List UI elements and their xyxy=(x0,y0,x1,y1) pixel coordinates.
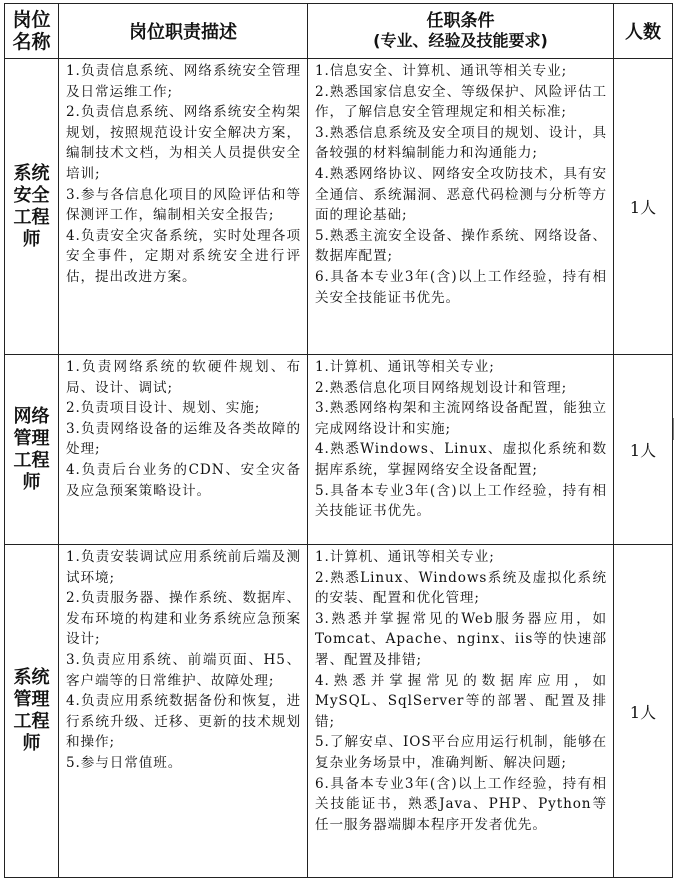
edge-mark xyxy=(673,418,674,440)
list-item: 4.负责应用系统数据备份和恢复，进行系统升级、迁移、更新的技术规划和操作; xyxy=(66,693,301,751)
list-item: 6.具备本专业3年(含)以上工作经验，持有相关安全技能证书优先。 xyxy=(315,268,607,306)
list-item: 3.参与各信息化项目的风险评估和等保测评工作，编制相关安全报告; xyxy=(66,186,301,224)
role-count: 1人 xyxy=(614,59,673,355)
header-duties: 岗位职责描述 xyxy=(59,4,308,59)
role-requirements xyxy=(308,59,614,355)
list-item: 1.信息安全、计算机、通讯等相关专业; xyxy=(315,63,568,79)
role-duties xyxy=(59,545,308,878)
list-item: 1.负责信息系统、网络系统安全管理及日常运维工作; xyxy=(66,63,301,100)
list-item: 5.熟悉主流安全设备、操作系统、网络设备、数据库配置; xyxy=(315,227,607,265)
list-item: 4.熟悉Windows、Linux、虚拟化系统和数据库系统，掌握网络安全设备配置; xyxy=(315,441,607,478)
list-item: 3.负责应用系统、前端页面、H5、客户端等的日常维护、故障处理; xyxy=(66,651,301,689)
header-requirements: 任职条件 (专业、经验及技能要求) xyxy=(308,4,614,59)
list-item: 1.计算机、通讯等相关专业; xyxy=(315,359,495,375)
table-row xyxy=(5,545,673,878)
list-item: 5.参与日常值班。 xyxy=(66,754,183,771)
list-item: 1.负责网络系统的软硬件规划、布局、设计、调试; xyxy=(66,359,301,396)
header-position-name: 岗位 名称 xyxy=(5,4,59,59)
list-item: 3.熟悉网络构架和主流网络设备配置，能独立完成网络设计和实施; xyxy=(315,400,607,437)
list-item: 2.熟悉国家信息安全、等级保护、风险评估工作，了解信息安全管理规定和相关标准; xyxy=(315,83,607,121)
list-item: 2.熟悉信息化项目网络规划设计和管理; xyxy=(315,379,568,396)
role-name: 系统 安全 工程 师 xyxy=(5,59,59,355)
table-row xyxy=(5,59,673,355)
role-duties xyxy=(59,355,308,545)
list-item: 4.负责安全灾备系统，实时处理各项安全事件，定期对系统安全进行评估，提出改进方案。 xyxy=(66,227,301,285)
list-item: 3.熟悉并掌握常见的Web服务器应用，如 Tomcat、Apache、nginx、iis等的快速部署、配置及排错; xyxy=(315,610,607,668)
role-requirements xyxy=(308,545,614,878)
list-item: 1.计算机、通讯等相关专业; xyxy=(315,549,495,565)
list-item: 5.了解安卓、IOS平台应用运行机制，能够在复杂业务场景中，准确判断、解决问题; xyxy=(315,734,607,771)
table-row xyxy=(5,355,673,545)
list-item: 6.具备本专业3年(含)以上工作经验，持有相关技能证书，熟悉Java、PHP、Python等任一服务器端脚本程序开发者优先。 xyxy=(315,775,607,833)
list-item: 4.熟悉并掌握常见的数据库应用，如MySQL、SqlServer等的部署、配置及排错; xyxy=(315,672,607,730)
list-item: 3.负责网络设备的运维及各类故障的处理; xyxy=(66,420,301,458)
role-name: 网络 管理 工程 师 xyxy=(5,355,59,545)
list-item: 2.熟悉Linux、Windows系统及虚拟化系统的安装、配置和优化管理; xyxy=(315,569,607,607)
list-item: 1.负责安装调试应用系统前后端及测试环境; xyxy=(66,549,301,586)
list-item: 4.负责后台业务的CDN、安全灾备及应急预案策略设计。 xyxy=(66,461,301,499)
header-count: 人数 xyxy=(614,4,673,59)
list-item: 2.负责服务器、操作系统、数据库、发布环境的构建和业务系统应急预案设计; xyxy=(66,590,301,648)
list-item: 2.负责信息系统、网络系统安全构架规划，按照规范设计安全解决方案，编制技术文档，为相关人员提供安全培训; xyxy=(66,104,301,182)
role-count: 1人 xyxy=(614,545,673,878)
role-count: 1人 xyxy=(614,355,673,545)
header-row xyxy=(5,4,673,59)
job-requirements-table xyxy=(4,3,673,878)
list-item: 4.熟悉网络协议、网络安全攻防技术，具有安全通信、系统漏洞、恶意代码检测与分析等方面的理论基础; xyxy=(315,165,607,224)
list-item: 2.负责项目设计、规划、实施; xyxy=(66,400,261,417)
list-item: 3.熟悉信息系统及安全项目的规划、设计，具备较强的材料编制能力和沟通能力; xyxy=(315,124,607,162)
role-name: 系统 管理 工程 师 xyxy=(5,545,59,878)
role-duties xyxy=(59,59,308,355)
role-requirements xyxy=(308,355,614,545)
list-item: 5.具备本专业3年(含)以上工作经验，持有相关技能证书优先。 xyxy=(315,482,607,520)
